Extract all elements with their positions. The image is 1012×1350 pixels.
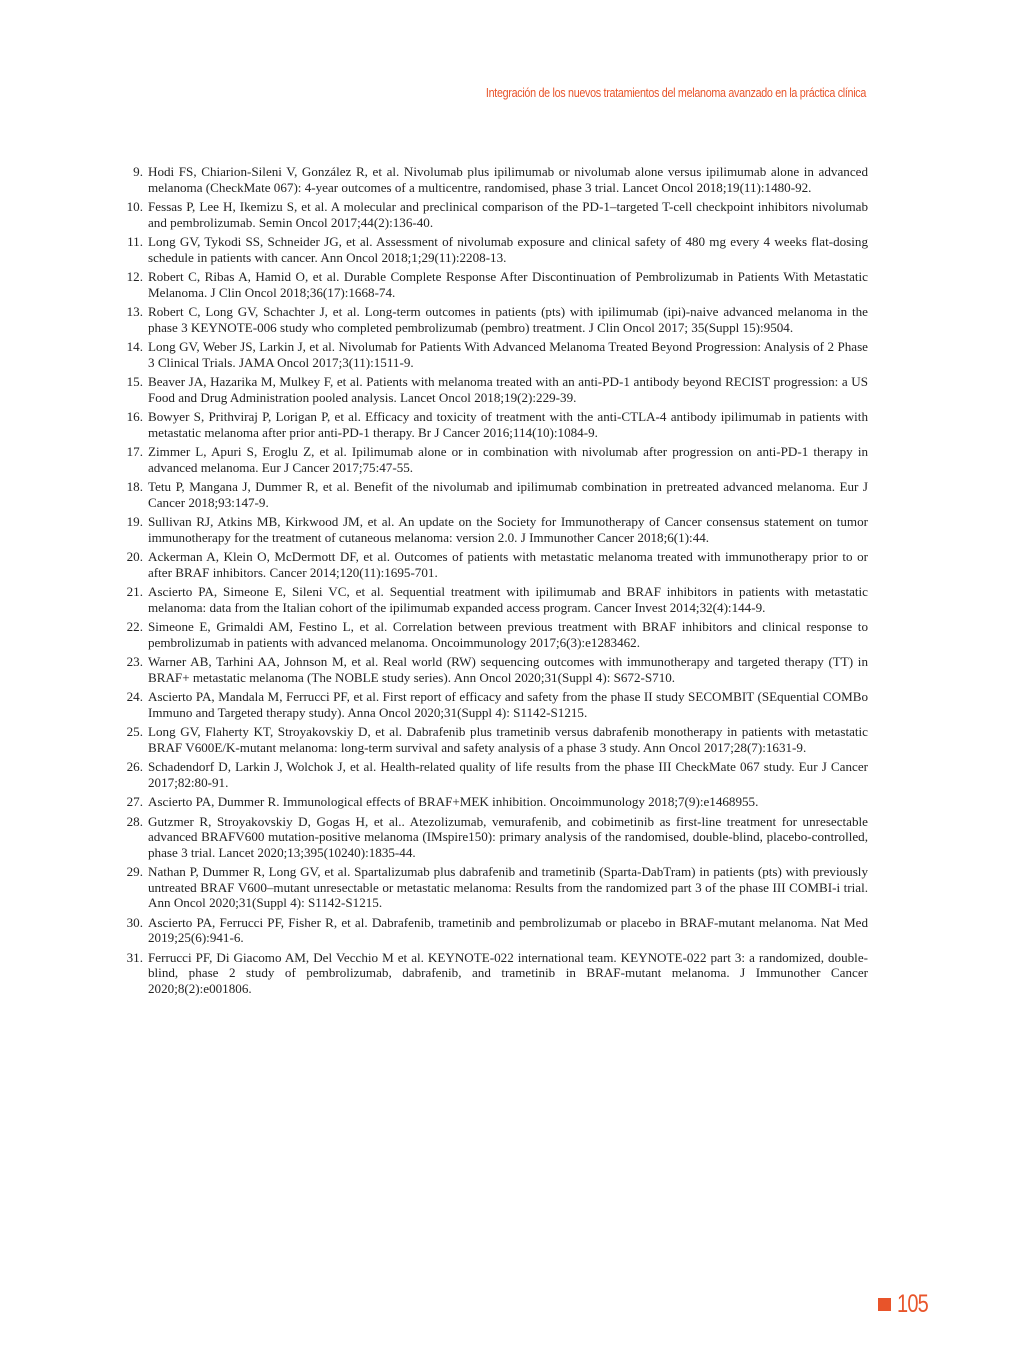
reference-number: 28.	[126, 813, 143, 829]
reference-item	[116, 479, 868, 510]
reference-text: Tetu P, Mangana J, Dummer R, et al. Benefit of the nivolumab and ipilimumab combination in pretreated advanced melanoma. Eur J Cancer 2018;93:147-9.	[148, 479, 868, 510]
reference-number: 31.	[126, 949, 143, 965]
reference-text: Schadendorf D, Larkin J, Wolchok J, et al. Health-related quality of life results from the phase III CheckMate 067 study. Eur J Cancer 2017;82:80-91.	[148, 759, 868, 790]
reference-number: 30.	[126, 914, 143, 930]
reference-item	[116, 339, 868, 370]
reference-number: 22.	[126, 619, 143, 634]
reference-item	[116, 374, 868, 405]
running-header: Integración de los nuevos tratamientos del melanoma avanzado en la práctica clínica	[485, 86, 866, 100]
reference-text: Long GV, Flaherty KT, Stroyakovskiy D, et al. Dabrafenib plus trametinib versus dabrafenib monotherapy in patients with metastatic BRAF V600E/K-mutant melanoma: long-term survival and safety analysis of a phase 3 study. Ann Oncol 2017;28(7):1631-9.	[148, 724, 868, 755]
reference-number: 21.	[126, 584, 143, 599]
reference-item	[116, 514, 868, 545]
reference-number: 13.	[126, 304, 143, 319]
reference-number: 18.	[126, 479, 143, 494]
page-number: 105	[897, 1290, 929, 1318]
reference-text: Hodi FS, Chiarion-Sileni V, González R, et al. Nivolumab plus ipilimumab or nivolumab alone versus ipilimumab alone in advanced melanoma (CheckMate 067): 4-year outcomes of a multicentre, randomised, phase 3 trial. Lancet Oncol 2018;19(11):1480-92.	[148, 164, 868, 195]
reference-text: Long GV, Tykodi SS, Schneider JG, et al. Assessment of nivolumab exposure and clinical safety of 480 mg every 4 weeks flat-dosing schedule in patients with cancer. Ann Oncol 2018;1;29(11):2208-13.	[148, 234, 868, 265]
reference-text: Ascierto PA, Ferrucci PF, Fisher R, et al. Dabrafenib, trametinib and pembrolizumab or placebo in BRAF-mutant melanoma. Nat Med 2019;25(6):941-6.	[148, 914, 868, 945]
reference-number: 10.	[126, 199, 143, 214]
reference-item	[116, 199, 868, 230]
page-folio	[878, 1290, 936, 1319]
reference-item	[116, 164, 868, 195]
reference-number: 26.	[126, 759, 143, 774]
reference-number: 29.	[126, 864, 143, 879]
reference-number: 15.	[126, 374, 143, 389]
reference-number: 27.	[126, 794, 143, 809]
reference-number: 16.	[126, 409, 143, 424]
reference-item	[116, 950, 868, 997]
reference-number: 25.	[126, 724, 143, 739]
reference-item	[116, 915, 868, 946]
reference-item	[116, 549, 868, 580]
reference-text: Nathan P, Dummer R, Long GV, et al. Spartalizumab plus dabrafenib and trametinib (Sparta-DabTram) in patients (pts) with previously untreated BRAF V600–mutant unresectable or metastatic melanoma: Results from the randomized part 3 of the phase III COMBI-i trial. Ann Oncol 2020;31(Suppl 4): S1142-S1215.	[148, 864, 868, 910]
reference-number: 19.	[126, 514, 143, 529]
reference-text: Long GV, Weber JS, Larkin J, et al. Nivolumab for Patients With Advanced Melanoma Treated Beyond Progression: Analysis of 2 Phase 3 Clinical Trials. JAMA Oncol 2017;3(11):1511-9.	[148, 339, 868, 370]
reference-number: 17.	[126, 444, 143, 459]
reference-item	[116, 304, 868, 335]
reference-item	[116, 864, 868, 911]
folio-square-icon	[878, 1298, 891, 1311]
reference-item	[116, 409, 868, 440]
reference-number: 12.	[126, 269, 143, 284]
reference-text: Robert C, Long GV, Schachter J, et al. Long-term outcomes in patients (pts) with ipilimumab (ipi)-naive advanced melanoma in the phase 3 KEYNOTE-006 study who completed pembrolizumab (pembro) treatment. J Clin Oncol 2017; 35(Suppl 15):9504.	[148, 304, 868, 335]
reference-item	[116, 234, 868, 265]
reference-item	[116, 689, 868, 720]
reference-item	[116, 759, 868, 790]
reference-number: 24.	[126, 689, 143, 704]
reference-item	[116, 584, 868, 615]
reference-text: Warner AB, Tarhini AA, Johnson M, et al. Real world (RW) sequencing outcomes with immunotherapy and targeted therapy (TT) in BRAF+ metastatic melanoma (The NOBLE study series). Ann Oncol 2020;31(Suppl 4): S672-S710.	[148, 654, 868, 685]
reference-item	[116, 269, 868, 300]
reference-item	[116, 794, 868, 810]
reference-number: 14.	[126, 339, 143, 354]
reference-text: Ackerman A, Klein O, McDermott DF, et al. Outcomes of patients with metastatic melanoma treated with immunotherapy prior to or after BRAF inhibitors. Cancer 2014;120(11):1695-701.	[148, 549, 868, 580]
reference-number: 9.	[133, 164, 143, 179]
reference-text: Ascierto PA, Mandala M, Ferrucci PF, et al. First report of efficacy and safety from the phase II study SECOMBIT (SEquential COMBo Immuno and Targeted therapy study). Anna Oncol 2020;31(Suppl 4): S1142-S1215.	[148, 689, 868, 720]
reference-text: Zimmer L, Apuri S, Eroglu Z, et al. Ipilimumab alone or in combination with nivolumab after progression on anti-PD-1 therapy in advanced melanoma. Eur J Cancer 2017;75:47-55.	[148, 444, 868, 475]
reference-text: Ferrucci PF, Di Giacomo AM, Del Vecchio M et al. KEYNOTE-022 international team. KEYNOTE-022 part 3: a randomized, double-blind, phase 2 study of pembrolizumab, dabrafenib, and trametinib in BRAF-mutant melanoma. J Immunother Cancer 2020;8(2):e001806.	[148, 949, 868, 996]
reference-text: Fessas P, Lee H, Ikemizu S, et al. A molecular and preclinical comparison of the PD-1–targeted T-cell checkpoint inhibitors nivolumab and pembrolizumab. Semin Oncol 2017;44(2):136-40.	[148, 199, 868, 230]
reference-text: Bowyer S, Prithviraj P, Lorigan P, et al. Efficacy and toxicity of treatment with the anti-CTLA-4 antibody ipilimumab in patients with metastatic melanoma after prior anti-PD-1 therapy. Br J Cancer 2016;114(10):1084-9.	[148, 409, 868, 440]
reference-list	[116, 164, 868, 1000]
reference-text: Ascierto PA, Dummer R. Immunological effects of BRAF+MEK inhibition. Oncoimmunology 2018;7(9):e1468955.	[148, 794, 759, 809]
reference-number: 23.	[126, 654, 143, 669]
reference-item	[116, 619, 868, 650]
reference-text: Sullivan RJ, Atkins MB, Kirkwood JM, et al. An update on the Society for Immunotherapy of Cancer consensus statement on tumor immunotherapy for the treatment of cutaneous melanoma: version 2.0. J Immunother Cancer 2018;6(1):44.	[148, 514, 868, 545]
reference-item	[116, 654, 868, 685]
reference-number: 11.	[127, 234, 143, 249]
reference-item	[116, 814, 868, 861]
reference-text: Beaver JA, Hazarika M, Mulkey F, et al. Patients with melanoma treated with an anti-PD-1 antibody beyond RECIST progression: a US Food and Drug Administration pooled analysis. Lancet Oncol 2018;19(2):229-39.	[148, 374, 868, 405]
reference-text: Gutzmer R, Stroyakovskiy D, Gogas H, et al.. Atezolizumab, vemurafenib, and cobimetinib as first-line treatment for unresectable advanced BRAFV600 mutation-positive melanoma (IMspire150): primary analysis of the randomised, double-blind, placebo-controlled, phase 3 trial. Lancet 2020;13;395(10240):1835-44.	[148, 813, 868, 860]
reference-text: Simeone E, Grimaldi AM, Festino L, et al. Correlation between previous treatment with BRAF inhibitors and clinical response to pembrolizumab in patients with advanced melanoma. Oncoimmunology 2017;6(3):e1283462.	[148, 619, 868, 650]
reference-text: Ascierto PA, Simeone E, Sileni VC, et al. Sequential treatment with ipilimumab and BRAF inhibitors in patients with metastatic melanoma: data from the Italian cohort of the ipilimumab expanded access program. Cancer Invest 2014;32(4):144-9.	[148, 584, 868, 615]
reference-text: Robert C, Ribas A, Hamid O, et al. Durable Complete Response After Discontinuation of Pembrolizumab in Patients With Metastatic Melanoma. J Clin Oncol 2018;36(17):1668-74.	[148, 269, 868, 300]
reference-item	[116, 444, 868, 475]
reference-item	[116, 724, 868, 755]
reference-number: 20.	[126, 549, 143, 564]
